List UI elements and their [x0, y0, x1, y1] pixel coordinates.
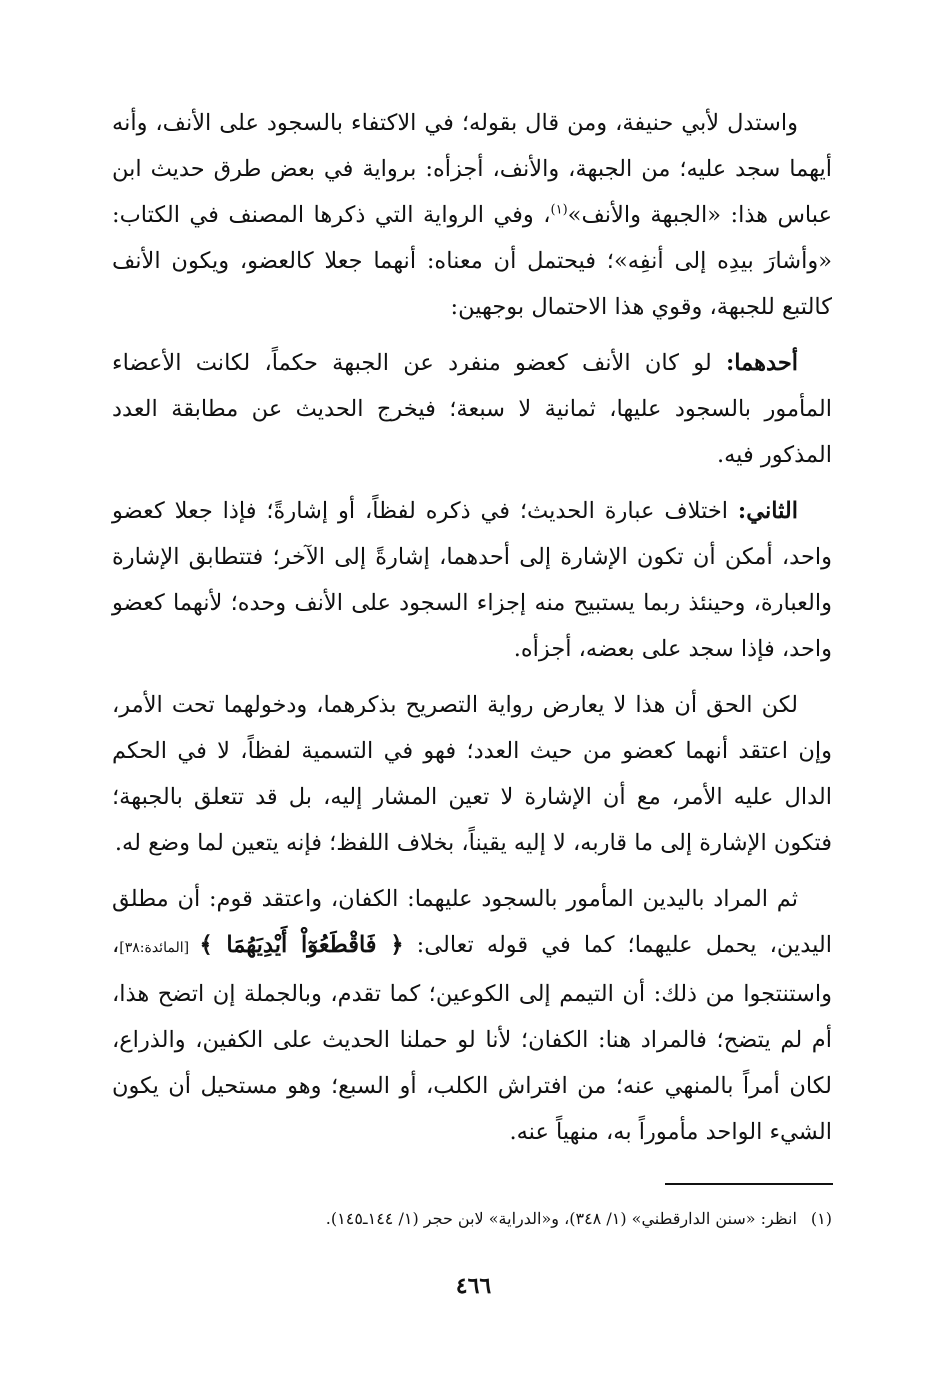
paragraph-5 [112, 876, 832, 1155]
page-number: ٤٦٦ [455, 1273, 492, 1299]
footnote-divider [665, 1183, 833, 1185]
paragraph-lead: الثاني: [737, 498, 798, 524]
paragraph-3 [112, 488, 832, 672]
footnote-text: انظر: «سنن الدارقطني» (١/ ٣٤٨)، و«الدراية» لابن حجر (١/ ١٤٤ـ١٤٥). [325, 1209, 797, 1228]
paragraph-text: واستدل لأبي حنيفة، ومن قال بقوله؛ في الاكتفاء بالسجود على الأنف، وأنه أيهما سجد عليه؛ من الجبهة، والأنف، أجزأه: برواية في بعض طرق حديث ابن عباس هذا: «الجبهة والأنف» [112, 110, 832, 228]
quran-quote: ﴿ فَاقْطَعُوٓاْ أَيْدِيَهُمَا ﴾ [199, 932, 404, 958]
paragraph-4 [112, 682, 832, 866]
main-text [112, 100, 832, 1165]
footnote-marker[interactable]: (١) [550, 202, 568, 218]
paragraph-lead: أحدهما: [725, 350, 798, 376]
paragraph-text: لو كان الأنف كعضو منفرد عن الجبهة حكماً، لكانت الأعضاء المأمور بالسجود عليها، ثمانية لا سبعة؛ فيخرج الحديث عن مطابقة العدد المذكور فيه. [112, 350, 832, 468]
paragraph-text: اختلاف عبارة الحديث؛ في ذكره لفظاً، أو إشارةً؛ فإذا جعلا كعضو واحد، أمكن أن تكون الإشارة إلى أحدهما، إشارةً إلى الآخر؛ فتتطابق الإشارة والعبارة، وحينئذ ربما يستبيح منه إجزاء السجود على الأنف وحده؛ لأنهما كعضو واحد، فإذا سجد على بعضه، أجزأه. [112, 498, 832, 662]
footnote-number: (١) [810, 1209, 832, 1228]
footnote [112, 1205, 832, 1233]
quran-reference: [المائدة:٣٨] [119, 940, 200, 956]
paragraph-text: ثم المراد باليدين المأمور بالسجود عليهما: الكفان، واعتقد قوم: أن مطلق اليدين، يحمل عليهما؛ كما في قوله تعالى: [112, 886, 832, 958]
paragraph-2 [112, 340, 832, 478]
paragraph-text-continued: ، وفي الرواية التي ذكرها المصنف في الكتاب: «وأشارَ بيدِه إلى أنفِه»؛ فيحتمل أن معناه: أنهما جعلا كالعضو، ويكون الأنف كالتبع للجبهة، وقوي هذا الاحتمال بوجهين: [112, 202, 832, 320]
paragraph-text-continued: ، واستنتجوا من ذلك: أن التيمم إلى الكوعين؛ كما تقدم، وبالجملة إن اتضح هذا، أم لم يتضح؛ فالمراد هنا: الكفان؛ لأنا لو حملنا الحديث على الكفين، والذراع، لكان أمراً بالمنهي عنه؛ من افتراش الكلب، أو السبع؛ وهو مستحيل أن يكون الشيء الواحد مأموراً به، منهياً عنه. [112, 932, 832, 1145]
paragraph-1 [112, 100, 832, 330]
paragraph-text: لكن الحق أن هذا لا يعارض رواية التصريح بذكرهما، ودخولهما تحت الأمر، وإن اعتقد أنهما كعضو من حيث العدد؛ فهو في التسمية لفظاً، لا في الحكم الدال عليه الأمر، مع أن الإشارة لا تعين المشار إليه، بل قد تتعلق بالجبهة؛ فتكون الإشارة إلى ما قاربه، لا إليه يقيناً، بخلاف اللفظ؛ فإنه يتعين لما وضع له. [112, 692, 832, 856]
